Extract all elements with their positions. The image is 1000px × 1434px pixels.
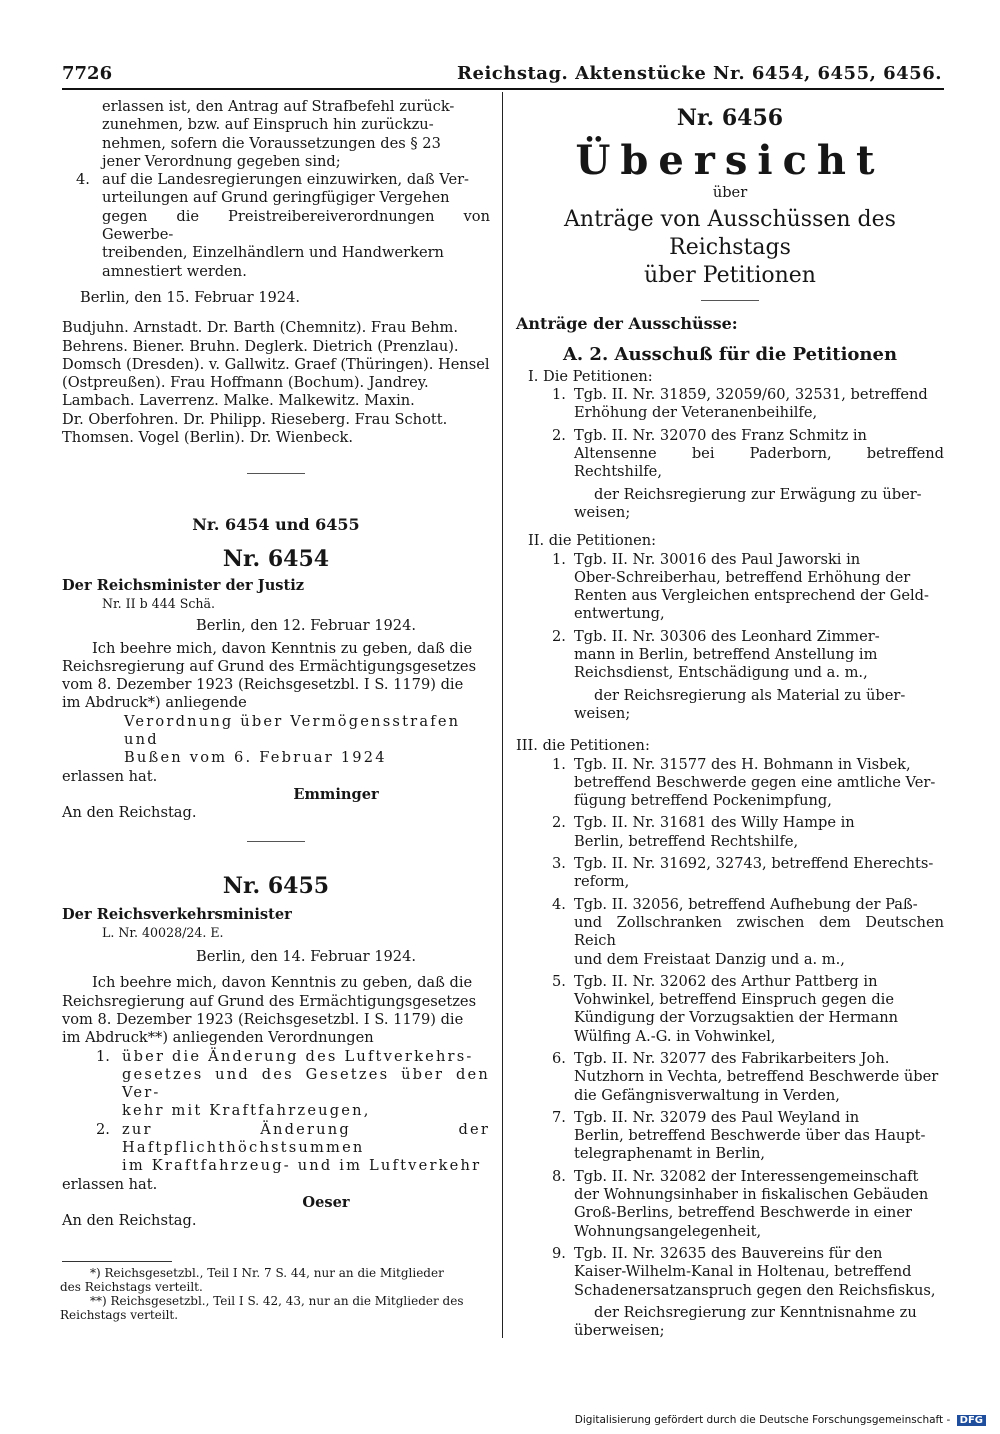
text-line: Tgb. II. Nr. 30016 des Paul Jaworski in — [574, 550, 861, 568]
text-line: vom 8. Dezember 1923 (Reichsgesetzbl. I S. 1179) die — [62, 676, 464, 694]
text-line: Wohnungsangelegenheit, — [574, 1222, 762, 1240]
text-line: Tgb. II. Nr. 32062 des Arthur Pattberg in — [574, 972, 878, 990]
letter-body-6454 — [62, 640, 490, 713]
section-heading: Nr. 6454 und 6455 — [192, 515, 360, 535]
addressee: An den Reichstag. — [62, 804, 197, 822]
petition-item — [516, 973, 944, 1046]
petition-item — [516, 1245, 944, 1300]
text-line: Reichsdienst, Entschädigung und a. m., — [574, 664, 868, 682]
text-line: und dem Freistaat Danzig und a. m., — [574, 950, 845, 968]
credit-text: Digitalisierung gefördert durch die Deutsche Forschungsgemeinschaft - — [574, 1414, 951, 1426]
decree-item-2 — [62, 1121, 490, 1176]
item-number: 1. — [552, 550, 566, 568]
text-line: Berlin, betreffend Rechtshilfe, — [574, 832, 799, 850]
resolution — [516, 486, 944, 523]
text-line: Tgb. II. 32056, betreffend Aufhebung der Paß- — [574, 895, 918, 913]
text-line: Verordnung über Vermögensstrafen und — [124, 712, 461, 749]
text-line: Tgb. II. Nr. 32079 des Paul Weyland in — [574, 1108, 860, 1126]
text-line: Ich beehre mich, davon Kenntnis zu geben, daß die — [92, 639, 473, 657]
item-number: 2. — [552, 814, 566, 832]
page-number: 7726 — [62, 63, 113, 84]
subtitle-ueber: über — [712, 184, 748, 201]
petition-item — [516, 814, 944, 851]
document-heading-6454: Nr. 6454 — [222, 545, 330, 572]
text-line: telegraphenamt in Berlin, — [574, 1145, 766, 1163]
text-line: die Gefängnisverwaltung in Verden, — [574, 1086, 840, 1104]
petition-item — [516, 756, 944, 811]
text-line: auf die Landesregierungen einzuwirken, daß Ver- — [102, 171, 469, 189]
item-number: 9. — [552, 1244, 566, 1262]
group-label: I. Die Petitionen: — [528, 367, 653, 385]
text-line: der Wohnungsinhaber in fiskalischen Gebäuden — [574, 1186, 929, 1204]
text-line: kehr mit Kraftfahrzeugen, — [122, 1102, 371, 1120]
reference-number: Nr. II b 444 Schä. — [102, 595, 216, 611]
item-number: 8. — [552, 1167, 566, 1185]
footnote-line: **) Reichsgesetzbl., Teil I S. 42, 43, nur an die Mitglieder des — [90, 1293, 464, 1308]
signers-line: Thomsen. Vogel (Berlin). Dr. Wienbeck. — [62, 429, 353, 447]
petition-item — [516, 386, 944, 423]
right-column — [516, 98, 944, 1340]
date-line: Berlin, den 12. Februar 1924. — [196, 617, 416, 635]
text-line: Groß-Berlins, betreffend Beschwerde in einer — [574, 1204, 912, 1222]
text-line: zur Änderung der Haftpflichthöchstsummen — [122, 1120, 490, 1157]
text-line: und Zollschranken zwischen dem Deutschen Reich — [574, 913, 944, 950]
item-number: 3. — [552, 855, 566, 873]
continuation-text — [62, 98, 490, 171]
footnote-1 — [62, 1266, 490, 1294]
text-line: mann in Berlin, betreffend Anstellung im — [574, 646, 878, 664]
text-line: betreffend Beschwerde gegen eine amtliche Ver- — [574, 773, 936, 791]
item-number: 2. — [552, 426, 566, 444]
footnote-2 — [62, 1294, 490, 1322]
reference-number: L. Nr. 40028/24. E. — [102, 924, 224, 940]
signers-line: Lambach. Laverrenz. Malke. Malkewitz. Maxin. — [62, 392, 415, 410]
document-heading-6456: Nr. 6456 — [676, 105, 784, 131]
decree-title-6454 — [62, 713, 490, 768]
text-line: treibenden, Einzelhändlern und Handwerkern — [102, 244, 444, 262]
text-line: Tgb. II. Nr. 30306 des Leonhard Zimmer- — [574, 627, 880, 645]
text-line: Ich beehre mich, davon Kenntnis zu geben, daß die — [92, 974, 473, 992]
item-number: 5. — [552, 972, 566, 990]
text-line: Bußen vom 6. Februar 1924 — [124, 749, 387, 767]
signers-line: Dr. Oberfohren. Dr. Philipp. Rieseberg. Frau Schott. — [62, 410, 448, 428]
text-line: Vohwinkel, betreffend Einspruch gegen die — [574, 991, 894, 1009]
text-line: Altensenne bei Paderborn, betreffend Rechtshilfe, — [574, 445, 944, 481]
petition-group-1 — [516, 368, 944, 522]
date-line: Berlin, den 15. Februar 1924. — [80, 288, 300, 306]
text-line: Renten aus Vergleichen entsprechend der Geld- — [574, 587, 929, 605]
text-line: der Reichsregierung zur Erwägung zu über- — [594, 485, 922, 503]
signers-line: Domsch (Dresden). v. Gallwitz. Graef (Thüringen). Hensel — [62, 355, 490, 373]
closing-line: erlassen hat. — [62, 1175, 158, 1193]
overview-title: Übersicht — [575, 137, 885, 184]
running-title: Reichstag. Aktenstücke Nr. 6454, 6455, 6456. — [457, 63, 942, 84]
group-label: III. die Petitionen: — [516, 737, 650, 755]
text-line: jener Verordnung gegeben sind; — [102, 152, 341, 170]
signers-block — [62, 319, 490, 447]
text-line: über die Änderung des Luftverkehrs- — [122, 1047, 474, 1065]
petition-item — [516, 1109, 944, 1164]
text-line: erlassen ist, den Antrag auf Strafbefehl zurück- — [102, 98, 455, 115]
text-line: Tgb. II. Nr. 32070 des Franz Schmitz in — [574, 426, 867, 444]
decree-item-1 — [62, 1048, 490, 1121]
text-line: Tgb. II. Nr. 31681 des Willy Hampe in — [574, 814, 855, 832]
text-line: zunehmen, bzw. auf Einspruch hin zurückzu- — [102, 116, 434, 134]
group-label: II. die Petitionen: — [528, 532, 657, 550]
signers-line: (Ostpreußen). Frau Hoffmann (Bochum). Jandrey. — [62, 374, 429, 392]
column-divider — [502, 92, 503, 1338]
footnote-line: Reichstags verteilt. — [60, 1307, 179, 1322]
page-header — [62, 62, 942, 86]
petition-item — [516, 427, 944, 482]
item-number: 1. — [552, 386, 566, 404]
letter-body-6455 — [62, 974, 490, 1047]
petition-group-3 — [516, 737, 944, 1340]
text-line: der Reichsregierung zur Kenntnisnahme zu — [594, 1303, 917, 1321]
resolution — [516, 687, 944, 724]
petition-item — [516, 896, 944, 969]
signature: Oeser — [302, 1193, 350, 1211]
item-number: 2. — [96, 1120, 110, 1138]
petition-item — [516, 628, 944, 683]
text-line: gesetzes und des Gesetzes über den Ver- — [122, 1065, 490, 1102]
left-column — [62, 98, 490, 1322]
sender: Der Reichsminister der Justiz — [62, 576, 305, 594]
subtitle-line: Anträge von Ausschüssen des Reichstags — [564, 207, 896, 261]
text-line: Erhöhung der Veteranenbeihilfe, — [574, 404, 818, 422]
footnote-line: des Reichstags verteilt. — [60, 1279, 203, 1294]
header-rule — [62, 88, 944, 90]
item-number: 1. — [96, 1047, 110, 1065]
text-line: Schadenersatzanspruch gegen den Reichsfiskus, — [574, 1281, 936, 1299]
item-number: 1. — [552, 755, 566, 773]
signature: Emminger — [293, 785, 379, 803]
closing-line: erlassen hat. — [62, 767, 158, 785]
text-line: im Kraftfahrzeug- und im Luftverkehr — [122, 1157, 482, 1175]
text-line: Tgb. II. Nr. 32635 des Bauvereins für den — [574, 1244, 883, 1262]
document-heading-6455: Nr. 6455 — [222, 872, 330, 899]
item-number: 2. — [552, 627, 566, 645]
resolution — [516, 1304, 944, 1341]
text-line: weisen; — [574, 503, 631, 521]
motions-heading: Anträge der Ausschüsse: — [516, 314, 738, 334]
text-line: Tgb. II. Nr. 32082 der Interessengemeinschaft — [574, 1167, 919, 1185]
text-line: Wülfing A.-G. in Vohwinkel, — [574, 1027, 776, 1045]
text-line: Kündigung der Vorzugsaktien der Hermann — [574, 1009, 899, 1027]
signers-line: Budjuhn. Arnstadt. Dr. Barth (Chemnitz). Frau Behm. — [62, 319, 458, 337]
text-line: weisen; — [574, 704, 631, 722]
text-line: Tgb. II. Nr. 31577 des H. Bohmann in Visbek, — [574, 755, 911, 773]
text-line: amnestiert werden. — [102, 262, 247, 280]
item-number: 7. — [552, 1108, 566, 1126]
text-line: fügung betreffend Pockenimpfung, — [574, 792, 832, 810]
text-line: entwertung, — [574, 605, 665, 623]
text-line: Tgb. II. Nr. 32077 des Fabrikarbeiters Joh. — [574, 1049, 890, 1067]
footnote-line: *) Reichsgesetzbl., Teil I Nr. 7 S. 44, nur an die Mitglieder — [90, 1265, 444, 1280]
petition-group-2 — [516, 532, 944, 723]
text-line: Tgb. II. Nr. 31859, 32059/60, 32531, betreffend — [574, 386, 928, 404]
subtitle-line: über Petitionen — [644, 263, 816, 289]
text-line: nehmen, sofern die Voraussetzungen des § 23 — [102, 134, 441, 152]
text-line: im Abdruck**) anliegenden Verordnungen — [62, 1029, 374, 1047]
item-number: 4. — [552, 895, 566, 913]
text-line: vom 8. Dezember 1923 (Reichsgesetzbl. I S. 1179) die — [62, 1010, 464, 1028]
list-item-4 — [62, 171, 490, 281]
text-line: Ober-Schreiberhau, betreffend Erhöhung der — [574, 568, 911, 586]
text-line: gegen die Preistreibereiverordnungen von Gewerbe- — [102, 207, 490, 244]
text-line: der Reichsregierung als Material zu über- — [594, 686, 906, 704]
petition-item — [516, 1168, 944, 1241]
petition-item — [516, 551, 944, 624]
text-line: Berlin, betreffend Beschwerde über das Haupt- — [574, 1127, 926, 1145]
text-line: überweisen; — [574, 1322, 665, 1340]
text-line: im Abdruck*) anliegende — [62, 694, 247, 712]
text-line: Reichsregierung auf Grund des Ermächtigungsgesetzes — [62, 992, 477, 1010]
addressee: An den Reichstag. — [62, 1212, 197, 1230]
item-number: 6. — [552, 1049, 566, 1067]
date-line: Berlin, den 14. Februar 1924. — [196, 948, 416, 966]
text-line: Kaiser-Wilhelm-Kanal in Holtenau, betreffend — [574, 1263, 912, 1281]
text-line: reform, — [574, 873, 630, 891]
petition-item — [516, 1050, 944, 1105]
text-line: Tgb. II. Nr. 31692, 32743, betreffend Eherechts- — [574, 855, 934, 873]
text-line: Nutzhorn in Vechta, betreffend Beschwerde über — [574, 1068, 939, 1086]
text-line: Reichsregierung auf Grund des Ermächtigungsgesetzes — [62, 657, 477, 675]
signers-line: Behrens. Biener. Bruhn. Deglerk. Dietrich (Prenzlau). — [62, 337, 459, 355]
petition-item — [516, 855, 944, 892]
committee-heading: A. 2. Ausschuß für die Petitionen — [562, 343, 898, 365]
text-line: urteilungen auf Grund geringfügiger Vergehen — [102, 189, 450, 207]
item-number: 4. — [76, 171, 90, 189]
sender: Der Reichsverkehrsminister — [62, 905, 292, 923]
digitization-credit — [575, 1414, 986, 1426]
dfg-logo: DFG — [957, 1415, 986, 1426]
